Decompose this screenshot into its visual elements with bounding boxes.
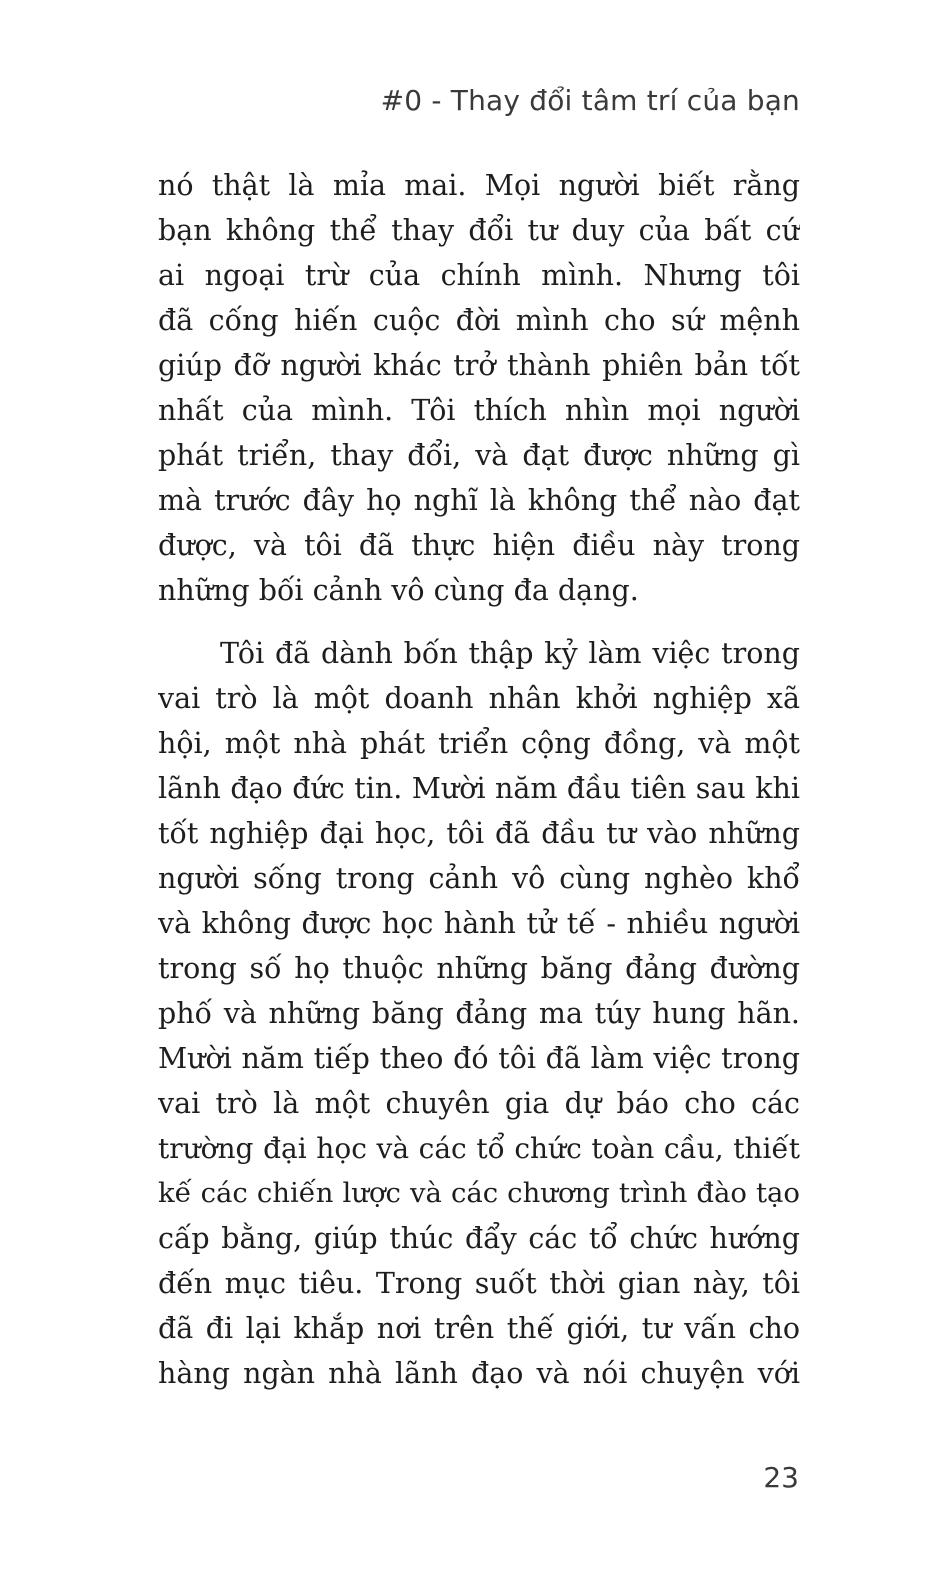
text-line: hàng ngàn nhà lãnh đạo và nói chuyện với xyxy=(158,1357,800,1390)
text-line: người sống trong cảnh vô cùng nghèo khổ xyxy=(158,862,800,895)
text-line: và không được học hành tử tế - nhiều người xyxy=(158,907,800,940)
text-line: mà trước đây họ nghĩ là không thể nào đạt xyxy=(158,484,800,517)
text-line: trường đại học và các tổ chức toàn cầu, thiết xyxy=(158,1132,800,1165)
text-line: nó thật là mỉa mai. Mọi người biết rằng xyxy=(158,169,800,202)
text-line: giúp đỡ người khác trở thành phiên bản tốt xyxy=(158,349,800,382)
text-line: được, và tôi đã thực hiện điều này trong xyxy=(158,529,800,562)
text-line: Mười năm tiếp theo đó tôi đã làm việc trong xyxy=(158,1042,800,1075)
text-line: những bối cảnh vô cùng đa dạng. xyxy=(158,574,639,607)
paragraph-spacer xyxy=(158,613,800,631)
text-line: phố và những băng đảng ma túy hung hãn. xyxy=(158,997,800,1030)
text-line: kế các chiến lược và các chương trình đào tạo xyxy=(158,1177,800,1209)
text-line: đã cống hiến cuộc đời mình cho sứ mệnh xyxy=(158,304,800,337)
body-text xyxy=(158,163,800,1396)
text-line: vai trò là một doanh nhân khởi nghiệp xã xyxy=(158,682,800,715)
text-line: vai trò là một chuyên gia dự báo cho các xyxy=(158,1087,800,1120)
running-header: #0 - Thay đổi tâm trí của bạn xyxy=(380,84,800,117)
text-line: nhất của mình. Tôi thích nhìn mọi người xyxy=(158,394,800,427)
paragraph xyxy=(158,163,800,613)
text-line: trong số họ thuộc những băng đảng đường xyxy=(158,952,800,985)
page-number: 23 xyxy=(763,1461,799,1494)
text-line: ai ngoại trừ của chính mình. Nhưng tôi xyxy=(158,259,800,292)
text-line: cấp bằng, giúp thúc đẩy các tổ chức hướng xyxy=(158,1222,800,1255)
text-line: đã đi lại khắp nơi trên thế giới, tư vấn cho xyxy=(158,1312,800,1345)
text-line: Tôi đã dành bốn thập kỷ làm việc trong xyxy=(220,637,800,670)
text-line: lãnh đạo đức tin. Mười năm đầu tiên sau khi xyxy=(158,772,800,805)
text-line: đến mục tiêu. Trong suốt thời gian này, tôi xyxy=(158,1267,800,1300)
text-line: phát triển, thay đổi, và đạt được những gì xyxy=(158,439,800,472)
paragraph xyxy=(158,631,800,1396)
text-line: hội, một nhà phát triển cộng đồng, và một xyxy=(158,727,800,760)
text-line: tốt nghiệp đại học, tôi đã đầu tư vào những xyxy=(158,817,800,850)
text-line: bạn không thể thay đổi tư duy của bất cứ xyxy=(158,214,800,247)
